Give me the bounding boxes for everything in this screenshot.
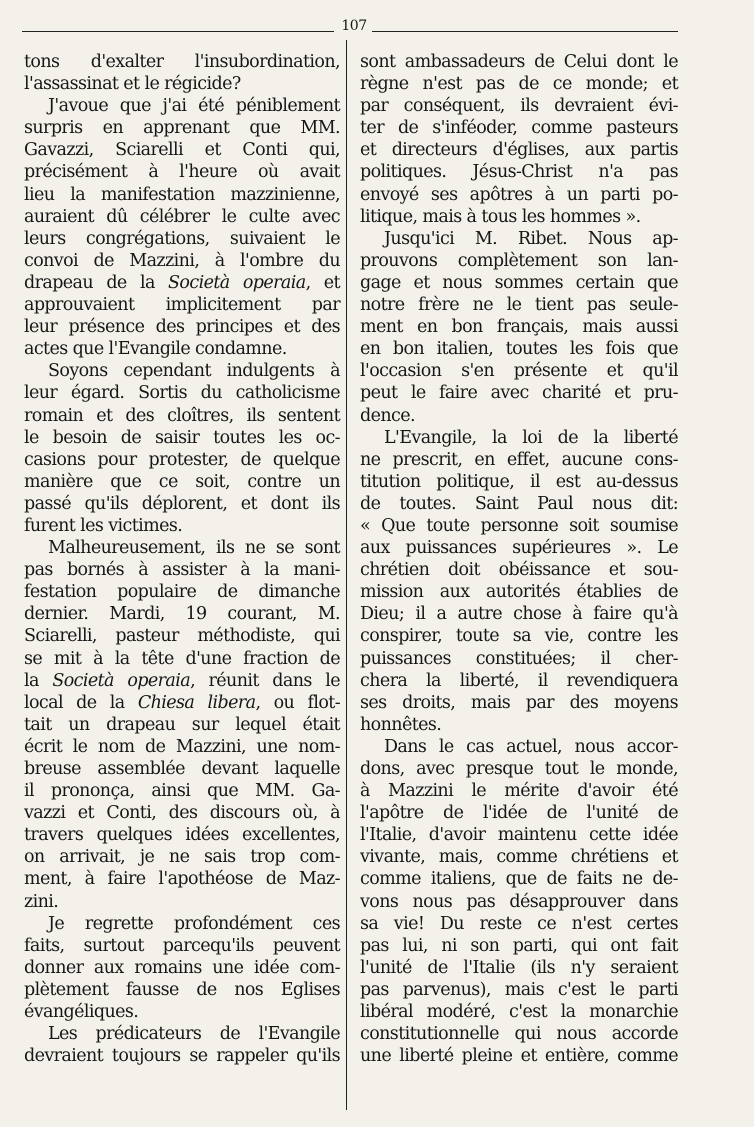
line-text: ter de s'inféoder, comme pasteurs [360,118,678,139]
line-text: par conséquent, ils devraient évi- [360,96,678,117]
text-line [24,868,340,890]
text-line [24,338,340,360]
text-line [24,382,340,404]
text-line [360,1023,678,1045]
line-text: leurs congrégations, suivaient le [24,228,340,249]
line-text-tail: , réunit dans le [190,670,340,691]
line-text: sa vie! Du reste ce n'est certes [360,913,678,934]
text-line [360,382,678,404]
text-line [24,979,340,1001]
line-text: ment en bon français, mais aussi [360,317,678,338]
text-line [24,250,340,272]
text-line [360,670,678,692]
column-divider [346,40,347,1110]
line-text: notre frère ne le tient pas seule- [360,295,678,316]
text-line [24,405,340,427]
text-line [360,228,678,250]
line-text: dernier. Mardi, 19 courant, M. [24,604,340,625]
text-line [360,471,678,493]
text-line [360,714,678,736]
text-line [360,891,678,913]
line-text: furent les victimes. [24,515,183,536]
line-text: gage et nous sommes certain que [360,272,678,293]
line-text-tail: , ou flot- [255,692,341,713]
line-text: festation populaire de dimanche [24,582,340,603]
text-line [24,51,340,73]
line-text: Je regrette profondément ces [48,913,340,934]
text-line [24,603,340,625]
text-line [360,427,678,449]
text-line [360,316,678,338]
text-line [24,1045,340,1067]
text-line [360,184,678,206]
line-text: aux puissances supérieures ». Le [360,538,678,559]
text-line [24,360,340,382]
line-text-tail: , et [305,272,340,293]
text-line [24,294,340,316]
text-line [24,935,340,957]
text-line [24,206,340,228]
text-line [24,736,340,758]
line-text: une liberté pleine et entière, comme [360,1046,678,1067]
line-text: approuvaient implicitement par [24,295,340,316]
text-line [360,117,678,139]
line-text: tons d'exalter l'insubordination, [24,52,340,72]
line-text: envoyé ses apôtres à un parti po- [360,184,678,205]
text-line [360,559,678,581]
text-line [360,648,678,670]
line-text: précisément à l'heure où avait [24,162,340,183]
line-text: conspirer, toute sa vie, contre les [360,626,678,647]
text-line [360,537,678,559]
line-text: local de la [24,692,138,713]
text-line [24,1001,340,1023]
line-text: se mit à la tête d'une fraction de [24,648,340,669]
text-line [24,427,340,449]
line-text: manière que ce soit, contre un [24,471,340,492]
header-rule-left [22,31,334,32]
text-line [24,802,340,824]
line-text: l'assassinat et le régicide? [24,74,241,95]
line-text: plètement fausse de nos Eglises [24,979,340,1000]
line-text: Soyons cependant indulgents à [48,361,340,382]
text-line [24,846,340,868]
text-line [24,957,340,979]
text-line [360,405,678,427]
line-text: le besoin de saisir toutes les oc- [24,427,340,448]
text-line [360,95,678,117]
italic-text: Chiesa libera [137,692,256,713]
line-text: et directeurs d'églises, aux partis [360,140,678,161]
line-text: chera la liberté, il revendiquera [360,670,678,691]
text-line [360,1045,678,1067]
line-text: pas lui, ni son parti, qui ont fait [360,935,678,956]
text-line [360,603,678,625]
line-text: comme italiens, que de faits ne de- [360,869,678,890]
line-text: ses droits, mais par des moyens [360,692,678,713]
text-line [360,957,678,979]
text-line [24,117,340,139]
line-text: puissances constituées; il cher- [360,648,678,669]
text-line [360,449,678,471]
line-text: zini. [24,891,59,912]
line-text: breuse assemblée devant laquelle [24,759,340,779]
line-text: actes que l'Evangile condamne. [24,339,287,360]
line-text: l'occasion s'en présente et qu'il [360,361,678,382]
line-text: pas parvenus), mais c'est le parti [360,979,678,1000]
line-text: chrétien doit obéissance et sou- [360,560,678,581]
text-line [360,846,678,868]
line-text: écrit le nom de Mazzini, une nom- [24,736,340,757]
text-line [24,1023,340,1045]
line-text: convoi de Mazzini, à l'ombre du [24,250,340,271]
text-line [360,250,678,272]
line-text: casions pour protester, de quelque [24,449,340,470]
text-line [360,581,678,603]
text-line [360,515,678,537]
line-text: Dans le cas actuel, nous accor- [384,736,678,757]
text-line [360,758,678,780]
line-text: politiques. Jésus-Christ n'a pas [360,162,678,183]
line-text: vons nous pas désapprouver dans [360,891,678,912]
line-text: travers quelques idées excellentes, [24,825,340,846]
text-line [360,913,678,935]
text-line [360,692,678,714]
text-line [24,891,340,913]
line-text: règne n'est pas de ce monde; et [360,74,678,95]
text-line [360,272,678,294]
line-text: lieu la manifestation mazzinienne, [24,184,340,205]
text-line [360,338,678,360]
line-text: honnêtes. [360,714,442,735]
line-text: Jusqu'ici M. Ribet. Nous ap- [384,228,678,249]
line-text: donner aux romains une idée com- [24,957,340,978]
line-text: faits, surtout parcequ'ils peuvent [24,935,340,956]
line-text: romain et des cloîtres, ils sentent [24,405,340,426]
line-text: ne prescrit, en effet, aucune cons- [360,449,678,470]
line-text: sont ambassadeurs de Celui dont le [360,52,678,72]
line-text: l'unité de l'Italie (ils n'y seraient [360,957,678,978]
italic-text: Società operaia [52,670,191,691]
text-line [360,1001,678,1023]
line-text: ment, à faire l'apothéose de Maz- [24,869,340,890]
text-line [360,824,678,846]
text-line [360,780,678,802]
line-text: mission aux autorités établies de [360,582,678,603]
text-line [24,161,340,183]
line-text: devraient toujours se rappeler qu'ils [24,1046,340,1067]
text-line [24,625,340,647]
header-rule-right [372,31,678,32]
text-line [24,95,340,117]
italic-text: Società operaia [168,272,306,293]
text-line [24,471,340,493]
page-number: 107 [341,18,367,34]
line-text: on arrivait, je ne sais trop com- [24,847,340,868]
line-text: dons, avec presque tout le monde, [360,759,678,779]
line-text: la [24,670,53,691]
text-line [24,272,340,294]
text-line [24,824,340,846]
text-line [24,515,340,537]
text-line [24,316,340,338]
text-line [24,780,340,802]
text-line [360,161,678,183]
text-line [360,935,678,957]
line-text: pas bornés à assister à la mani- [24,560,340,581]
text-line [360,294,678,316]
line-text: à Mazzini le mérite d'avoir été [360,781,678,802]
text-line [24,228,340,250]
line-text: Gavazzi, Sciarelli et Conti qui, [24,140,340,161]
line-text: dence. [360,405,415,426]
line-text: de toutes. Saint Paul nous dit: [360,493,678,514]
text-line [360,868,678,890]
text-line [360,360,678,382]
text-line [360,979,678,1001]
line-text: litique, mais à tous les hommes ». [360,206,641,227]
text-line [24,537,340,559]
line-text: auraient dû célébrer le culte avec [24,206,340,227]
text-column-right [360,51,678,1067]
text-line [24,648,340,670]
line-text: l'Italie, d'avoir maintenu cette idée [360,825,678,846]
line-text: l'apôtre de l'idée de l'unité de [360,803,678,824]
line-text: surpris en apprenant que MM. [24,118,340,139]
line-text: L'Evangile, la loi de la liberté [384,427,678,448]
line-text: « Que toute personne soit soumise [360,515,678,536]
line-text: Malheureusement, ils ne se sont [48,538,340,559]
text-line [360,625,678,647]
text-line [360,493,678,515]
text-line [360,736,678,758]
line-text: peut le faire avec charité et pru- [360,383,678,404]
line-text: prouvons complètement son lan- [360,250,678,271]
line-text: J'avoue que j'ai été péniblement [48,96,340,117]
line-text: Dieu; il a autre chose à faire qu'à [360,604,678,625]
text-line [24,913,340,935]
text-line [24,73,340,95]
line-text: Sciarelli, pasteur méthodiste, qui [24,626,340,647]
line-text: tait un drapeau sur lequel était [24,714,340,735]
text-line [24,559,340,581]
text-column-left [24,51,340,1067]
text-line [24,758,340,780]
line-text: en bon italien, toutes les fois que [360,339,678,360]
line-text: Les prédicateurs de l'Evangile [48,1024,340,1045]
text-line [24,184,340,206]
text-line [24,139,340,161]
text-line [24,493,340,515]
line-text: il prononça, ainsi que MM. Ga- [24,781,340,802]
text-line [24,581,340,603]
line-text: libéral modéré, c'est la monarchie [360,1002,678,1023]
line-text: passé qu'ils déplorent, et dont ils [24,493,340,514]
line-text: vazzi et Conti, des discours où, à [24,803,340,824]
line-text: drapeau de la [24,272,169,293]
text-line [360,802,678,824]
text-line [360,206,678,228]
line-text: évangéliques. [24,1002,139,1023]
text-line [360,73,678,95]
line-text: vivante, mais, comme chrétiens et [360,847,678,868]
text-line [24,692,340,714]
line-text: leur présence des principes et des [24,317,340,338]
text-line [24,670,340,692]
text-line [24,714,340,736]
text-line [360,139,678,161]
text-line [360,51,678,73]
line-text: leur égard. Sortis du catholicisme [24,383,340,404]
line-text: constitutionnelle qui nous accorde [360,1024,678,1045]
line-text: titution politique, il est au-dessus [360,471,678,492]
text-line [24,449,340,471]
